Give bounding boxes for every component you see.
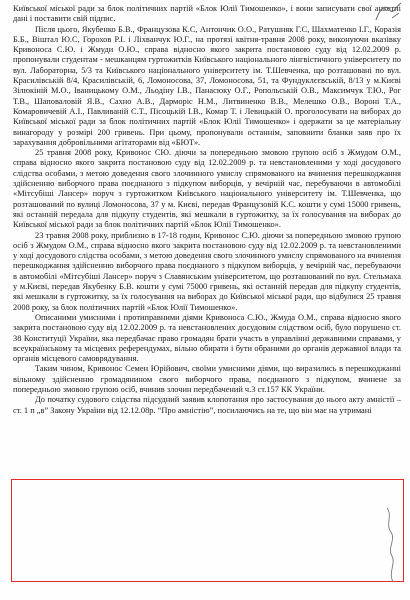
handwritten-margin-mark-icon bbox=[381, 504, 399, 588]
paragraph-1: Київської міської ради за блок політичних партій «Блок Юлії Тимошенко», і вони записувати свої анкетні дані і поставити свій підпис. bbox=[13, 4, 401, 24]
paragraph-3: 25 травня 2008 року, Кривонос СЮ. діючи за попередньою змовою групою осіб з Жмудом О.М., справа відносно якого закрита постановою суду від 12.02.2009 р. та невстановленими у ході досудового слідства особами, з метою доведення свого злочинного умислу спрямованого на вчинення перешкоджання здійсненню виборчого права поєднаного з підкупом виборців, у вечірній час, перебуваючи в автомобілі «Мітсубіші Лансер» поруч з гуртожитком Київського національного університету ім. Т.Шевченка, що розташований по вулиці Ломоносова, 37 у м. Києві, передав Французовій К.С. кошти у сумі 15000 гривень, які останній передала для підкупу студентів, які мешкали в гуртожитку, за їх голосування на виборах до Київської міської ради за блок політичних партій «Блок Юлії Тимошенко». bbox=[13, 148, 401, 230]
handwritten-mark-icon bbox=[372, 0, 404, 24]
document-page bbox=[13, 4, 401, 416]
paragraph-2: Після цього, Якубенко Б.В., Французова К.С, Антончик О.О., Ратушняк Г.С, Шахматенко І.Г., Коразія Б.Б., Віштал Ю.С, Горохов Р.І. і Ліхванчук Ю.Г., на протязі квітня-травня 2008 року, виконуючи вказівку Кривоноса С.Ю. і Жмуди О.Ю., справа відносно якого закрита постановою суду від 12.02.2009 р. пропонували студентам - мешканцям гуртожитків Київського національного лінгвістичного університету по вул. Лабораторна, 5/3 та Київського національного університету ім. Т.Шевченка, що розташовані по вул. Красилівській 8/4, Красилівській, 6, Ломоносова, 37, Ломоносова, 51, та Фундуклєєвській, 8/13 у м.Києві Зілюкіній М.О., Іваницькому О.М., Льодіну І.В., Панасюку О.Г., Ропольській О.В., Максимчук Т.Ю., Рог Т.В., Шаповаловій Я.В., Сахно А.В., Дарморіс Н.М., Литвиненко В.В., Мелешко О.В., Вороні Т.А., Комаровичевій А.І., Павливаній С.Т., Пісоцькій І.В., Комар Т. і Левицькій О. проголосувати на виборах до Київської міської ради за блок політичних партій «Блок Юлії Тимошенко» і одержати за це матеріальну винагороду у розмірі 200 гривень. При цьому, пропонували останнім, заповнити бланки заяв про їх зарахування добровільними агітаторами від «БЮТ». bbox=[13, 24, 401, 147]
paragraph-6-highlighted: Таким чином, Кривонос Семен Юрійович, своїми умисними діями, що виразились в перешкоджанні вільному здійсненню громадянином свого виборчого права, поєднаного з підкупом, вчинене за попередньою змовою групою осіб, вчинив злочин передбачений ч.3 ст.157 КК України. bbox=[13, 364, 401, 394]
paragraph-5: Описаними умисними і протиправними діями Кривоноса С.Ю., Жмуда О.М., справа відносно якого закрита постановою суду від 12.02.2009 р. та невстановлених досудовим слідством осіб, було порушено ст. 38 Конституції України, яка передбачає право громадян брати участь в управлінні державними справами, у всеукраїнському та місцевих референдумах, вільно обирати і бути обраними до органів державної влади та органів місцевого самоврядування. bbox=[13, 312, 401, 364]
paragraph-7: До початку судового слідства підсудний заявив клопотання про застосування до нього акту амністії – ст. 1 п „в” Закону України від 12.12.08р. “Про амністію”, посилаючись на те, що він має на утримані bbox=[13, 395, 401, 415]
paragraph-4: 23 травня 2008 року, приблизно в 17-18 годин, Кривонос С.Ю. діючи за попередньою змовою групою осіб з Жмудом О.М., справа відносно якого закрита постановою суду від 12.02.2009 р. та невстановленими у ході досудового слідства особами, з метою доведення свого злочинного умислу спрямованого на вчинення перешкоджання здійсненню виборчого права поєднаного з підкупом виборців, у вечірній час, перебуваючи в автомобілі «Мітсубіші Лансер» поруч з Славянським університетом, що розташований по вул. Стельмаха у м.Києві, передав Якубенку Б.В. кошти у сумі 75000 гривень, які останній передав для підкупу студентів, які мешкали в гуртожитку, за їх голосування на виборах до Київської міської ради, що відбулися 25 травня 2008 року, за блок політичних партій «Блок Юлії Тимошенко». bbox=[13, 230, 401, 312]
red-highlight-box bbox=[11, 479, 404, 582]
